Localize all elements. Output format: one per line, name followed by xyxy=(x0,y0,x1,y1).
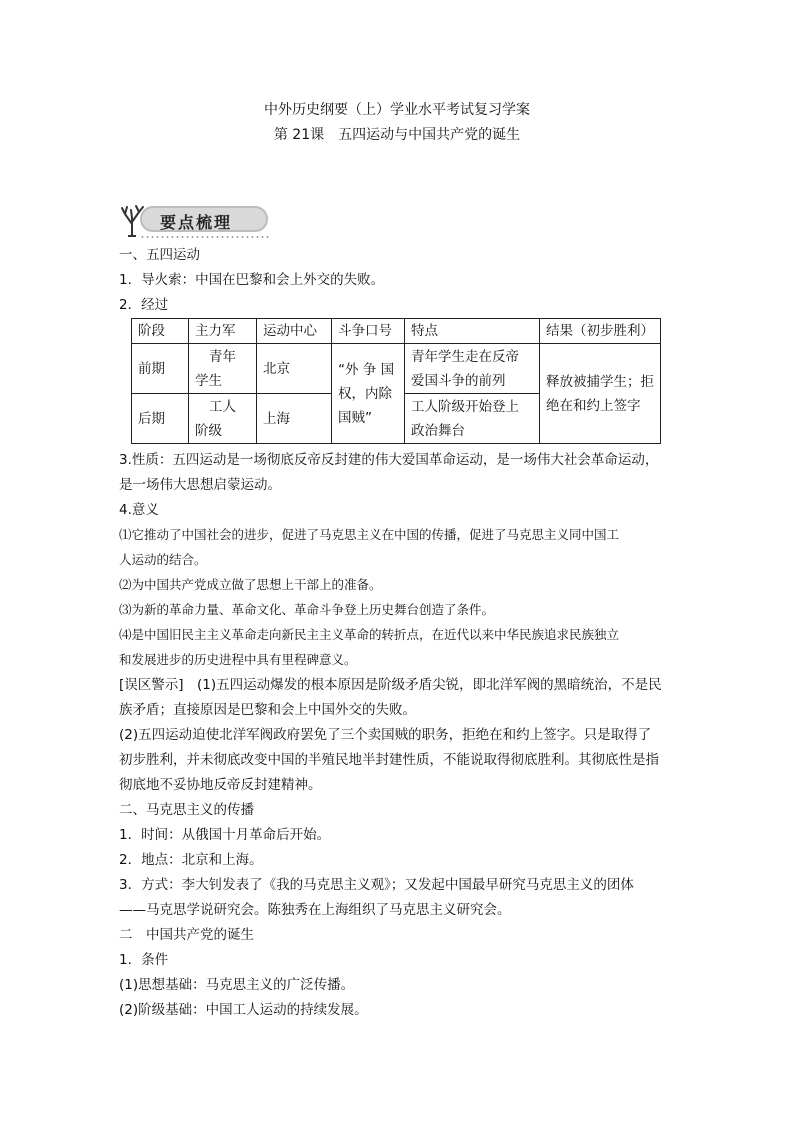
text-line: 二 中国共产党的诞生 xyxy=(119,927,254,943)
text-line: 1．时间：从俄国十月革命后开始。 xyxy=(119,827,331,843)
cell-line: 绝在和约上签字 xyxy=(546,397,641,414)
cell-line: 国贼” xyxy=(338,409,372,426)
table-cell xyxy=(405,344,540,394)
table-header-cell: 结果（初步胜利） xyxy=(540,319,661,344)
text-line: 和发展进步的历史进程中具有里程碑意义。 xyxy=(119,652,357,667)
text-line: ⑵为中国共产党成立做了思想上干部上的准备。 xyxy=(119,577,382,592)
table-header-row xyxy=(132,319,661,344)
table-header-cell: 特点 xyxy=(405,319,540,344)
text-line: [误区警示] (1)五四运动爆发的根本原因是阶级矛盾尖锐，即北洋军阀的黑暗统治，不是民 xyxy=(119,677,662,693)
text-line: 1．导火索：中国在巴黎和会上外交的失败。 xyxy=(119,272,385,288)
text-line: 1．条件 xyxy=(119,952,169,968)
cell-line: 释放被捕学生；拒 xyxy=(546,373,654,390)
text-line: 人运动的结合。 xyxy=(119,552,207,567)
cell-line: 政治舞台 xyxy=(411,422,465,439)
table-cell xyxy=(189,394,257,444)
text-line: (2)五四运动迫使北洋军阀政府罢免了三个卖国贼的职务，拒绝在和约上签字。只是取得了 xyxy=(119,727,652,743)
table-cell: 前期 xyxy=(132,344,189,394)
table-header-cell: 斗争口号 xyxy=(332,319,405,344)
text-line: 3．方式：李大钊发表了《我的马克思主义观》；又发起中国最早研究马克思主义的团体 xyxy=(119,877,634,893)
text-line: 初步胜利，并未彻底改变中国的半殖民地半封建性质，不能说取得彻底胜利。其彻底性是指 xyxy=(119,752,659,768)
table-row xyxy=(132,344,661,394)
cell-line: 爱国斗争的前列 xyxy=(411,372,506,389)
table-header-cell: 阶段 xyxy=(132,319,189,344)
cell-line: 青年学生走在反帝 xyxy=(411,348,519,365)
document-title: 中外历史纲要（上）学业水平考试复习学案 xyxy=(264,102,530,118)
movement-table xyxy=(131,318,661,444)
table-cell: 上海 xyxy=(257,394,332,444)
cell-line: 工人阶级开始登上 xyxy=(411,398,519,415)
table-cell xyxy=(405,394,540,444)
text-line: 是一场伟大思想启蒙运动。 xyxy=(119,477,281,493)
text-line: (1)思想基础：马克思主义的广泛传播。 xyxy=(119,977,355,993)
section-banner-label: 要点梳理 xyxy=(160,213,233,232)
cell-line: 阶级 xyxy=(195,422,222,439)
table-cell xyxy=(189,344,257,394)
cell-line: 工人 xyxy=(209,398,236,415)
text-line: 彻底地不妥协地反帝反封建精神。 xyxy=(119,777,322,793)
cell-line: “外 争 国 xyxy=(338,361,395,378)
text-line: (2)阶级基础：中国工人运动的持续发展。 xyxy=(119,1002,368,1018)
table-cell: 后期 xyxy=(132,394,189,444)
text-line: 族矛盾；直接原因是巴黎和会上中国外交的失败。 xyxy=(119,702,416,718)
cell-line: 青年 xyxy=(209,348,236,365)
text-line: 3.性质：五四运动是一场彻底反帝反封建的伟大爱国革命运动，是一场伟大社会革命运动， xyxy=(119,452,659,468)
table-cell-result xyxy=(540,344,661,444)
text-line: ——马克思学说研究会。陈独秀在上海组织了马克思主义研究会。 xyxy=(119,902,511,918)
banner-dots xyxy=(140,235,270,239)
text-line: 2．地点：北京和上海。 xyxy=(119,852,263,868)
lesson-title: 第 21课 五四运动与中国共产党的诞生 xyxy=(273,127,521,143)
text-line: 一、五四运动 xyxy=(119,247,200,263)
text-line: 二、马克思主义的传播 xyxy=(119,802,254,818)
text-line: ⑷是中国旧民主主义革命走向新民主主义革命的转折点，在近代以来中华民族追求民族独立 xyxy=(119,627,620,642)
table-header-cell: 运动中心 xyxy=(257,319,332,344)
section-banner xyxy=(118,202,272,238)
text-line: 4.意义 xyxy=(119,502,159,518)
text-line: ⑶为新的革命力量、革命文化、革命斗争登上历史舞台创造了条件。 xyxy=(119,602,495,617)
text-line: ⑴它推动了中国社会的进步，促进了马克思主义在中国的传播，促进了马克思主义同中国工 xyxy=(119,527,620,542)
table-cell-slogan xyxy=(332,344,405,444)
cell-line: 学生 xyxy=(195,372,222,389)
table-header-cell: 主力军 xyxy=(189,319,257,344)
cell-line: 权，内除 xyxy=(338,385,392,402)
table-cell: 北京 xyxy=(257,344,332,394)
text-line: 2．经过 xyxy=(119,297,169,313)
